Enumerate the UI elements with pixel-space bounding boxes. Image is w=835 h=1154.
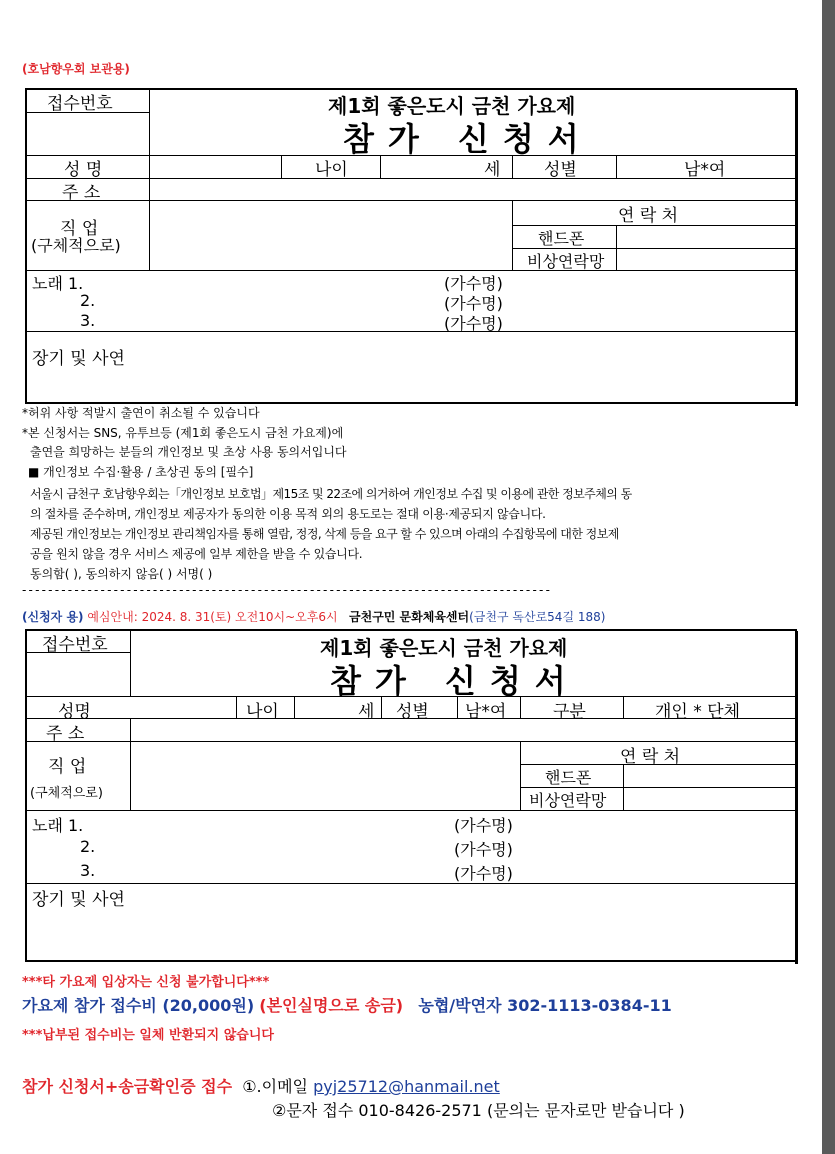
form2-contact-label: 연 락 처 (620, 747, 681, 767)
form1-emergency-label: 비상연락망 (527, 252, 605, 271)
form2-gender-label: 성별 (396, 702, 429, 722)
form2-song2-label: 2. (80, 837, 96, 856)
form2-mobile-label: 핸드폰 (545, 768, 592, 787)
fee-remit-note: (본인실명으로 송금) (259, 996, 404, 1015)
note-line-2: *본 신청서는 SNS, 유투브등 (제1회 좋은도시 금천 가요제)에 (22, 426, 344, 440)
form2-singer1-label: (가수명) (454, 816, 513, 835)
note-line-3: 출연을 희망하는 분들의 개인정보 및 초상 사용 동의서입니다 (30, 445, 347, 459)
submit-label: 참가 신청서+송금확인증 접수 (22, 1077, 233, 1096)
form1-receipt-label: 접수번호 (47, 94, 113, 114)
form1-address-label: 주 소 (62, 183, 101, 203)
form1-subtitle: 참가 신청서 (343, 120, 593, 158)
form1-age-unit: 세 (484, 160, 501, 180)
form1-job-note: (구체적으로) (31, 236, 121, 255)
form1-singer2-label: (가수명) (444, 294, 503, 313)
form1-singer3-label: (가수명) (444, 314, 503, 333)
venue-address: (금천구 독산로54길 188) (469, 610, 606, 624)
submit-line (22, 1074, 500, 1097)
note-line-7: 제공된 개인정보는 개인정보 관리책임자를 통해 열람, 정정, 삭제 등을 요구 할 수 있으며 아래의 수집항목에 대한 정보제 (30, 527, 619, 541)
applicant-label: (신청자 용) (22, 610, 84, 624)
warning-line-1: ***타 가요제 입상자는 신청 불가합니다*** (22, 975, 270, 990)
form2-category-value: 개인 * 단체 (655, 702, 740, 722)
note-line-1: *허위 사항 적발시 출연이 취소될 수 있습니다 (22, 406, 260, 420)
email-link[interactable]: pyj25712@hanmail.net (313, 1077, 500, 1096)
note-line-5: 서울시 금천구 호남향우회는「개인정보 보호법」제15조 및 22조에 의거하여 개인정보 수집 및 이용에 관한 정보주체의 동 (30, 487, 632, 501)
form2-talent-label: 장기 및 사연 (32, 890, 125, 910)
email-prefix: ①.이메일 (242, 1077, 309, 1096)
form1-song1-label: 노래 1. (32, 274, 84, 293)
bank-account: 농협/박연자 302-1113-0384-11 (418, 996, 672, 1015)
top-label: (호남향우회 보관용) (22, 62, 130, 76)
form1-age-label: 나이 (315, 160, 348, 180)
form1-title: 제1회 좋은도시 금천 가요제 (328, 94, 576, 118)
form2-subtitle: 참가 신청서 (330, 662, 580, 700)
form2-singer2-label: (가수명) (454, 840, 513, 859)
form2-receipt-label: 접수번호 (42, 635, 108, 655)
form2-song1-label: 노래 1. (32, 816, 84, 835)
form1-talent-label: 장기 및 사연 (32, 349, 125, 369)
form1-contact-label: 연 락 처 (618, 206, 679, 226)
sms-line: ②문자 접수 010-8426-2571 (문의는 문자로만 받습니다 ) (272, 1101, 685, 1120)
note-line-9: 동의함( ), 동의하지 않음( ) 서명( ) (30, 567, 213, 581)
fee-line (22, 993, 672, 1016)
form2-gender-value: 남*여 (465, 702, 507, 722)
form2-job-label: 직 업 (48, 757, 87, 777)
cut-divider: - - - - - - - - - - - - - - - - - - - - - - - - - - - - - - - - - - - - - - - - - - - - - - - - - - - - - - - - - - - - - - - - - - - - - - - - - - - - - - - - - (22, 583, 550, 597)
form1-song3-label: 3. (80, 311, 96, 330)
form2-shadow (795, 631, 798, 964)
form2-job-note: (구체적으로) (30, 786, 103, 801)
form2-song3-label: 3. (80, 861, 96, 880)
schedule-text: 예심안내: 2024. 8. 31(토) 오전10시~오후6시 (87, 610, 338, 624)
form2-address-label: 주 소 (46, 724, 85, 744)
form2-emergency-label: 비상연락망 (529, 791, 607, 810)
form2-singer3-label: (가수명) (454, 864, 513, 883)
form1-job-label: 직 업 (60, 219, 99, 239)
form2-age-label: 나이 (246, 702, 279, 722)
venue-text: 금천구민 문화체육센터 (349, 610, 470, 624)
note-line-8: 공을 원치 않을 경우 서비스 제공에 일부 제한을 받을 수 있습니다. (30, 547, 363, 561)
form1-name-label: 성 명 (64, 160, 103, 180)
form1-gender-label: 성별 (544, 160, 577, 180)
form1-song2-label: 2. (80, 291, 96, 310)
form2-title: 제1회 좋은도시 금천 가요제 (320, 636, 568, 660)
form2-age-unit: 세 (358, 702, 375, 722)
form1-singer1-label: (가수명) (444, 274, 503, 293)
warning-line-2: ***납부된 접수비는 일체 반환되지 않습니다 (22, 1028, 274, 1043)
note-line-6: 의 절차를 준수하며, 개인정보 제공자가 동의한 이용 목적 외의 용도로는 절대 이용·제공되지 않습니다. (30, 507, 546, 521)
form2-name-label: 성명 (58, 702, 91, 722)
form1-mobile-label: 핸드폰 (538, 229, 585, 248)
fee-text: 가요제 참가 접수비 (20,000원) (22, 996, 255, 1015)
form1-gender-value: 남*여 (684, 160, 726, 180)
applicant-info-line (22, 608, 605, 625)
note-line-4: ■ 개인정보 수집·활용 / 초상권 동의 [필수] (28, 465, 254, 479)
form2-category-label: 구분 (553, 702, 586, 722)
